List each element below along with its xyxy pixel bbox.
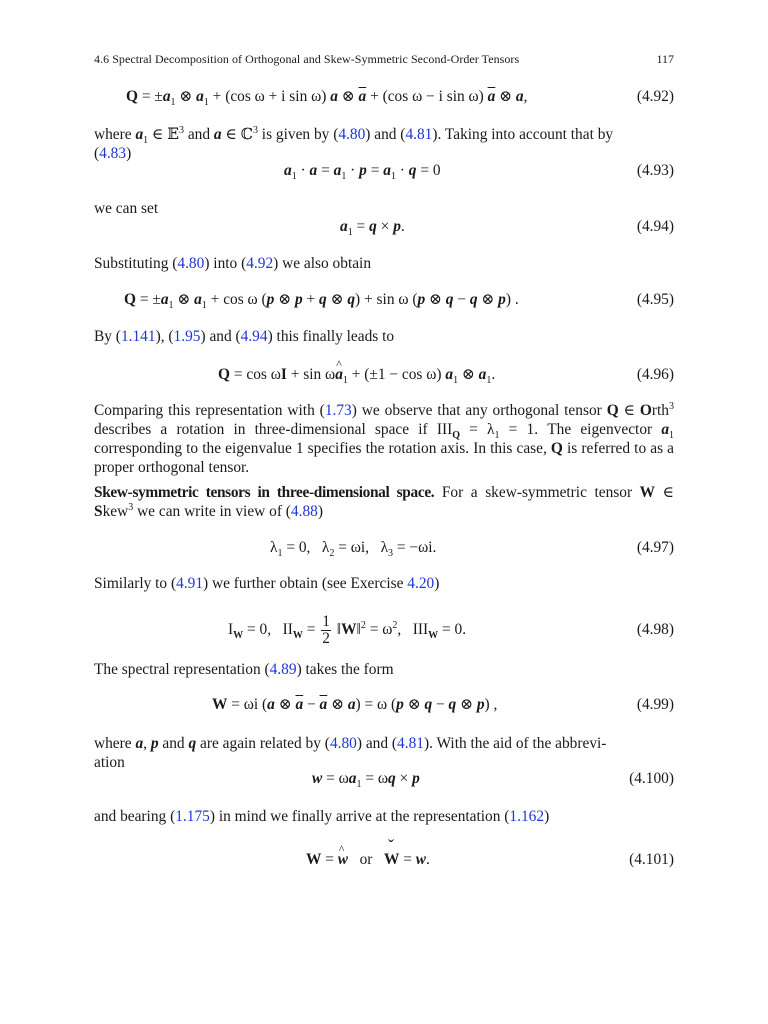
ref-link[interactable]: 4.91 [176, 575, 204, 592]
equation-4-95: $Q = \pm a_1$ ⊗ $a_1 + \cos \omega$ (p ⊗ p + q ⊗ q) + sin ω (p ⊗ q − q ⊗ p) . (4.95) [124, 291, 674, 312]
paragraph: we can set [94, 200, 159, 217]
paragraph: Substituting (4.80) into (4.92) we also obtain [94, 255, 372, 272]
paragraph: Comparing this representation with (1.73) we observe that any orthogonal tensor Q ∈ Orth$^3$ describes a rotation in three-dimensional space if $III_Q = \lambda_1 = 1$. The eigenvector $a_1$ corresponding to the eigenvalue 1 specifies the rotation axis. In this case, Q is referred to as a proper orthogonal tensor. [94, 400, 675, 476]
equation-number: (4.92) [636, 88, 674, 105]
equation-number: (4.100) [629, 770, 674, 787]
ref-link[interactable]: 4.92 [246, 255, 274, 272]
equation-4-93: $a_1 \cdot a = a_1 \cdot p = a_1 \cdot q = 0$ (4.93) [284, 162, 674, 183]
running-header [94, 52, 674, 67]
ref-link[interactable]: 1.175 [175, 808, 210, 825]
ref-link[interactable]: 1.95 [173, 328, 201, 345]
paragraph: By (1.141), (1.95) and (4.94) this finally leads to [94, 328, 395, 345]
equation-4-96: Q = cos ωI + sin ωa $\^{}_1 + (\pm 1 - \cos \omega)$ $a_1$ ⊗ $a_1$. (4.96) [94, 364, 674, 386]
equation-number: (4.97) [636, 539, 674, 556]
equation-4-97: $\lambda_1 = 0$, $\lambda_2 = \omega i$, $\lambda_3 = -\omega i$. (4.97) [270, 539, 674, 560]
ref-link[interactable]: 1.162 [509, 808, 545, 825]
paragraph: Similarly to (4.91) we further obtain (see Exercise 4.20) [94, 575, 440, 592]
ref-link[interactable]: 4.80 [177, 255, 205, 272]
equation-number: (4.95) [636, 291, 674, 308]
ref-link[interactable]: 4.20 [407, 575, 435, 592]
ref-link[interactable]: 4.89 [269, 661, 297, 678]
equation-number: (4.93) [636, 162, 674, 179]
equation-number: (4.99) [636, 696, 674, 713]
ref-link[interactable]: 1.73 [324, 402, 352, 419]
equation-number: (4.101) [629, 851, 674, 868]
paragraph: where a, p and q are again related by (4.80) and (4.81). With the aid of the abbrevi- ation [94, 735, 607, 771]
ref-link[interactable]: 4.80 [338, 126, 366, 143]
ref-link[interactable]: 4.81 [405, 126, 433, 143]
ref-link[interactable]: 4.94 [240, 328, 268, 345]
equation-number: (4.98) [636, 621, 674, 638]
section-title: 4.6 Spectral Decomposition of Orthogonal and Skew-Symmetric Second-Order Tensors [94, 52, 520, 66]
paragraph: and bearing (1.175) in mind we finally arrive at the representation (1.162) [94, 808, 550, 825]
equation-4-92: $Q = \pm a_1$ ⊗ $a_1 + (\cos$ ω + i sin ω) a ⊗ $\overline{a} + (\cos$ ω − i sin ω) $\overline{a}$ ⊗ a, (4.92) [126, 88, 674, 109]
ref-link[interactable]: 4.88 [290, 503, 318, 520]
equation-number: (4.94) [636, 218, 674, 235]
ref-link[interactable]: 4.81 [397, 735, 424, 752]
paragraph: where $a_1$ ∈ 𝔼$^3$ and a ∈ ℂ$^3$ is given by (4.80) and (4.81). Taking into account that by (4.83) [94, 124, 614, 162]
ref-link[interactable]: 4.80 [329, 735, 357, 752]
paragraph: The spectral representation (4.89) takes the form [94, 661, 394, 678]
equation-4-101: W = w ^ or W ˇ = w. (4.101) [94, 849, 674, 871]
paragraph: Skew-symmetric tensors in three-dimensional space. For a skew-symmetric tensor W ∈ Skew$^3$ we can write in view of (4.88) [94, 484, 674, 520]
page-number: 117 [656, 52, 674, 66]
equation-4-100: $w = \omega a_1 = \omega q \times p$ (4.100) [312, 770, 674, 791]
equation-4-94: $a_1 = q \times p$. (4.94) [340, 218, 674, 239]
ref-link[interactable]: 1.141 [120, 328, 156, 345]
equation-4-98: $I_W = 0$, $II_W$ = $\frac{1}{2}$ ‖W‖$^2$ = $\omega^2$, $III_W = 0$. (4.98) [94, 610, 674, 650]
paragraph-heading: Skew-symmetric tensors in three-dimensional space. [94, 484, 435, 501]
equation-number: (4.96) [636, 366, 674, 383]
equation-4-99: W = ωi (a ⊗ $\overline{a} - \overline{a}$ ⊗ a) = ω (p ⊗ q − q ⊗ p) , (4.99) [94, 694, 674, 716]
ref-link[interactable]: 4.83 [99, 145, 127, 162]
